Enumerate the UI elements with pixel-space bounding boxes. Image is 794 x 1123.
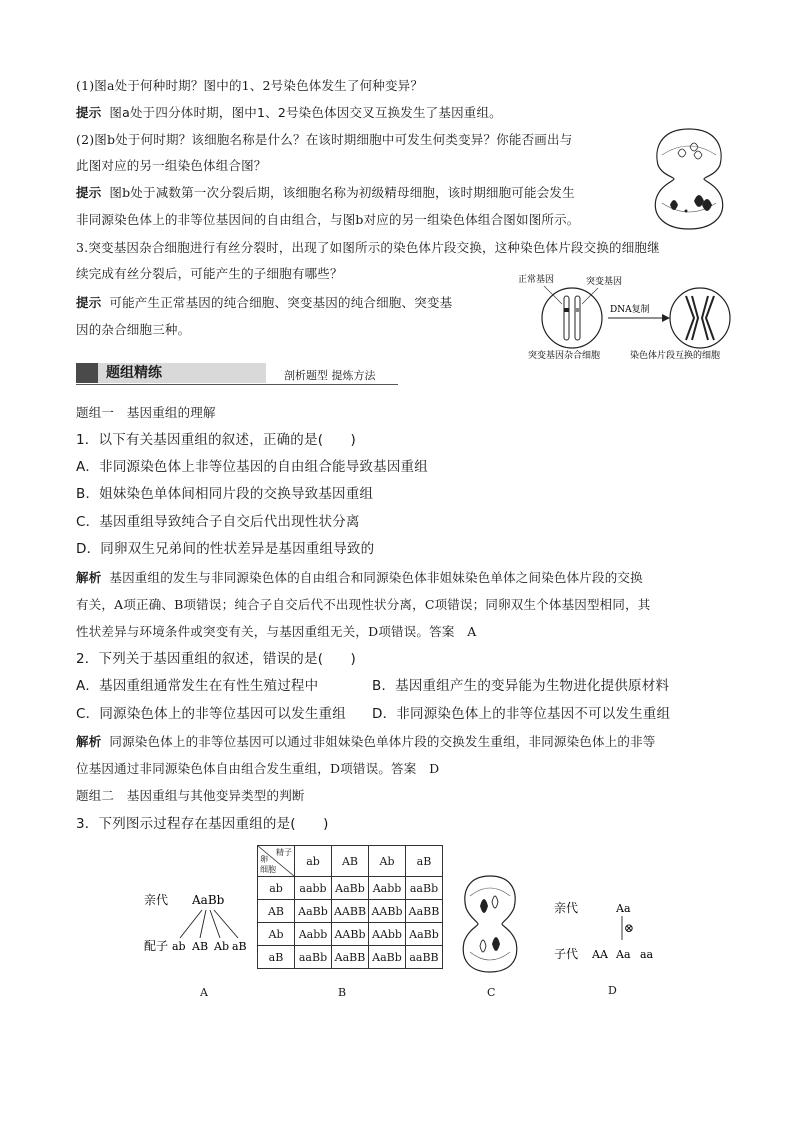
figC-caption: C	[487, 986, 496, 999]
cap-right: 染色体片段互换的细胞	[630, 351, 721, 361]
genotype-cell: AAbb	[369, 923, 406, 946]
q2-option-d: D．非同源染色体上的非等位基因不可以发生重组	[372, 706, 671, 722]
question-2-line-2: 此图对应的另一组染色体组合图？	[76, 158, 267, 173]
genotype-cell: Aabb	[295, 923, 332, 946]
q2-option-b: B．基因重组产生的变异能为生物进化提供原材料	[372, 678, 670, 694]
table-row	[258, 946, 443, 969]
figure-d-selfing	[550, 896, 660, 966]
figB-caption: B	[338, 986, 347, 999]
figD-child-2: Aa	[616, 948, 631, 961]
option-a: A．非同源染色体上非等位基因的自由组合能导致基因重组	[76, 459, 428, 475]
hint-2-line-1	[76, 184, 575, 202]
banner-block	[76, 363, 98, 383]
genotype-cell: AaBB	[332, 946, 369, 969]
figD-parent: Aa	[616, 902, 631, 915]
punnett-header-row	[258, 846, 443, 877]
cap-left: 突变基因杂合细胞	[528, 351, 601, 361]
corner-egg-b: 细胞	[260, 865, 276, 874]
genotype-cell: aabb	[295, 877, 332, 900]
analysis-2-line-1	[76, 733, 656, 751]
hint-3-line-1	[76, 294, 452, 312]
figA-gamete-4: aB	[232, 940, 247, 953]
corner-sperm: 精子	[276, 848, 292, 857]
figA-gamete-3: Ab	[214, 940, 229, 953]
genotype-cell: aaBb	[406, 877, 443, 900]
punnett-table	[257, 845, 443, 969]
figD-child-label: 子代	[554, 947, 579, 961]
table-row	[258, 900, 443, 923]
figA-parent-label: 亲代	[144, 893, 169, 907]
genotype-cell: AaBb	[406, 923, 443, 946]
hint-3-line-2: 因的杂合细胞三种。	[76, 322, 191, 337]
hint-1-text: 图a处于四分体时期，图中1、2号染色体因交叉互换发生了基因重组。	[109, 105, 502, 120]
genotype-cell: AaBb	[332, 877, 369, 900]
genotype-cell: aaBB	[406, 946, 443, 969]
mutant-gene-label: 突变基因	[586, 277, 623, 287]
banner-bar	[76, 363, 266, 383]
banner-rule	[76, 384, 398, 385]
analysis-2-line-2: 位基因通过非同源染色体自由组合发生重组，D项错误。答案 D	[76, 761, 440, 776]
question-2: 2．下列关于基因重组的叙述，错误的是( )	[76, 651, 357, 667]
punnett-corner	[258, 846, 295, 877]
self-cross-icon: ⊗	[624, 921, 635, 935]
figA-gamete-label: 配子	[144, 939, 169, 953]
dna-copy-label: DNA复制	[610, 305, 650, 315]
figA-parent: AaBb	[192, 893, 225, 907]
section-banner	[76, 363, 398, 385]
header-cell: aB	[406, 846, 443, 877]
figA-gamete-1: ab	[172, 940, 186, 953]
question-1: 1．以下有关基因重组的叙述，正确的是( )	[76, 432, 357, 448]
analysis-tag: 解析	[76, 734, 102, 749]
figure-b-punnett	[257, 845, 443, 969]
question-1-text: (1)图a处于何种时期？图中的1、2号染色体发生了何种变异？	[76, 78, 424, 93]
analysis-1-line-3: 性状差异与环境条件或突变有关，与基因重组无关，D项错误。答案 A	[76, 624, 477, 639]
banner-subtitle: 剖析题型 提炼方法	[284, 369, 376, 382]
genotype-cell: AABb	[332, 923, 369, 946]
hint-3-text: 可能产生正常基因的纯合细胞、突变基因的纯合细胞、突变基	[109, 295, 453, 310]
option-b: B．姐妹染色单体间相同片段的交换导致基因重组	[76, 486, 374, 502]
genotype-cell: AaBb	[369, 946, 406, 969]
egg-cell: aB	[258, 946, 295, 969]
corner-egg-a: 卵	[260, 855, 268, 864]
hint-2-text: 图b处于减数第一次分裂后期，该细胞名称为初级精母细胞，该时期细胞可能会发生	[109, 185, 575, 200]
question-2-line-1: (2)图b处于何时期？该细胞名称是什么？在该时期细胞中可发生何类变异？你能否画出与	[76, 132, 573, 147]
analysis-1-line-1	[76, 569, 643, 587]
hint-tag: 提示	[76, 105, 102, 120]
group-1-title: 题组一 基因重组的理解	[76, 405, 216, 420]
genotype-cell: AaBb	[295, 900, 332, 923]
figure-c-cell	[458, 872, 522, 976]
genotype-cell: AaBB	[406, 900, 443, 923]
hint-tag: 提示	[76, 185, 102, 200]
figD-child-3: aa	[640, 948, 654, 961]
analysis-tag: 解析	[76, 570, 102, 585]
genotype-cell: AABB	[332, 900, 369, 923]
figA-gamete-2: AB	[192, 940, 209, 953]
hint-2-line-2: 非同源染色体上的非等位基因间的自由组合，与图b对应的另一组染色体组合图如图所示。	[76, 212, 580, 227]
question-3-line-1: 3.突变基因杂合细胞进行有丝分裂时，出现了如图所示的染色体片段交换，这种染色体片段交换的细胞继	[76, 240, 660, 255]
analysis-1-line-2: 有关，A项正确、B项错误；纯合子自交后代不出现性状分离，C项错误；同卵双生个体基因型相同，其	[76, 597, 651, 612]
figD-caption: D	[608, 984, 617, 997]
hint-1	[76, 104, 502, 122]
figD-parent-label: 亲代	[554, 901, 579, 915]
banner-title: 题组精练	[106, 365, 162, 381]
normal-gene-label: 正常基因	[518, 275, 555, 285]
meiosis-cell-diagram	[648, 125, 730, 233]
figA-caption: A	[200, 986, 208, 999]
table-row	[258, 923, 443, 946]
genotype-cell: Aabb	[369, 877, 406, 900]
genotype-cell: aaBb	[295, 946, 332, 969]
egg-cell: AB	[258, 900, 295, 923]
group-2-title: 题组二 基因重组与其他变异类型的判断	[76, 788, 305, 803]
header-cell: Ab	[369, 846, 406, 877]
analysis-2-text: 同源染色体上的非等位基因可以通过非姐妹染色单体片段的交换发生重组，非同源染色体上的非等	[109, 734, 656, 749]
egg-cell: Ab	[258, 923, 295, 946]
q2-option-c: C．同源染色体上的非等位基因可以发生重组	[76, 706, 346, 722]
q2-option-a: A．基因重组通常发生在有性生殖过程中	[76, 678, 319, 694]
header-cell: ab	[295, 846, 332, 877]
genotype-cell: AABb	[369, 900, 406, 923]
egg-cell: ab	[258, 877, 295, 900]
question-3-line-2: 续完成有丝分裂后，可能产生的子细胞有哪些？	[76, 266, 343, 281]
question-3: 3．下列图示过程存在基因重组的是( )	[76, 816, 329, 832]
header-cell: AB	[332, 846, 369, 877]
option-c: C．基因重组导致纯合子自交后代出现性状分离	[76, 514, 360, 530]
option-d: D．同卵双生兄弟间的性状差异是基因重组导致的	[76, 541, 375, 557]
dna-exchange-diagram	[512, 270, 744, 362]
hint-tag: 提示	[76, 295, 102, 310]
analysis-1-text: 基因重组的发生与非同源染色体的自由组合和同源染色体非姐妹染色单体之间染色体片段的交换	[109, 570, 643, 585]
figure-a-gametes	[140, 888, 250, 958]
figD-child-1: AA	[592, 948, 608, 961]
table-row	[258, 877, 443, 900]
